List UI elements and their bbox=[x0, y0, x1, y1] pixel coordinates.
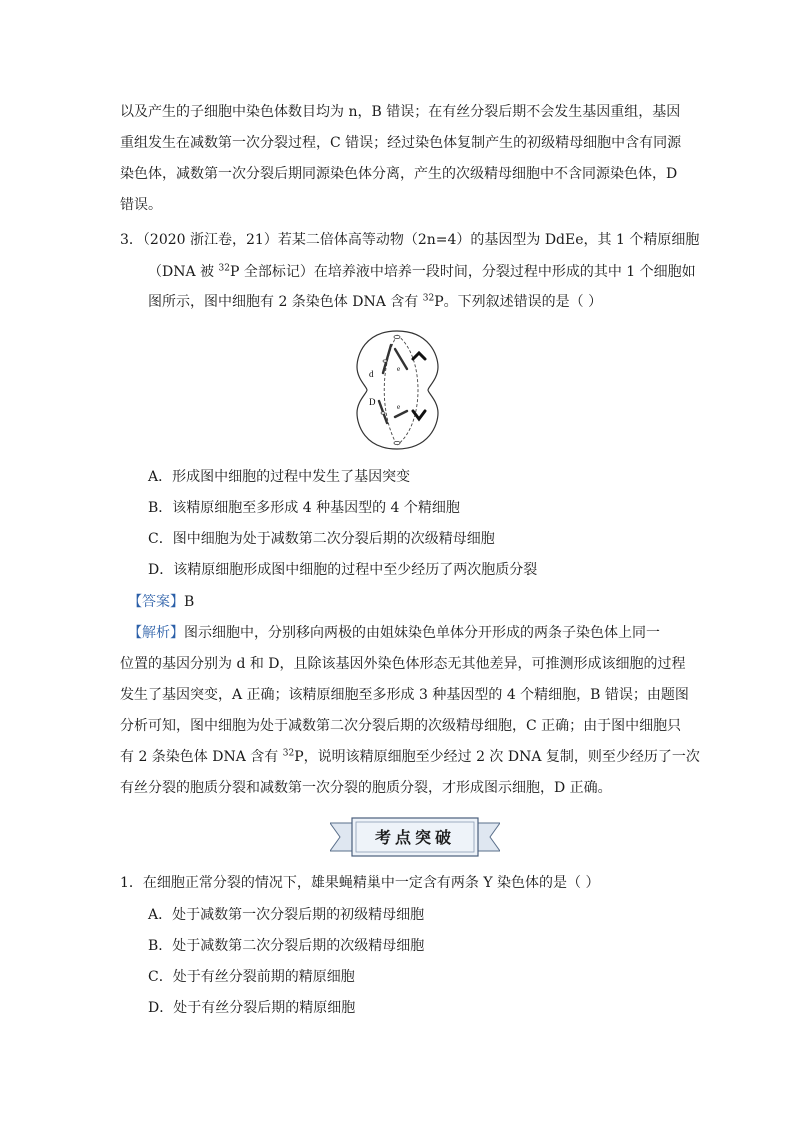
q1-option-a[interactable]: A．处于减数第一次分裂后期的初级精母细胞 bbox=[148, 907, 425, 923]
prev-analysis-line-1: 以及产生的子细胞中染色体数目均为 n，B 错误；在有丝分裂后期不会发生基因重组，基因 bbox=[120, 104, 681, 120]
q1-option-c[interactable]: C．处于有丝分裂前期的精原细胞 bbox=[148, 969, 355, 985]
option-c[interactable]: C．图中细胞为处于减数第二次分裂后期的次级精母细胞 bbox=[148, 531, 495, 547]
stem-text: （DNA 被 bbox=[148, 264, 219, 280]
answer-line bbox=[128, 592, 194, 612]
gene-label-e: e bbox=[397, 403, 401, 411]
analysis-line-3: 发生了基因突变，A 正确；该精原细胞至多形成 3 种基因型的 4 个精细胞，B 错误；由题图 bbox=[120, 687, 689, 703]
analysis-tag: 【解析】 bbox=[128, 625, 184, 641]
isotope-superscript: 32 bbox=[282, 748, 295, 759]
gene-label-d: d bbox=[369, 369, 374, 379]
centrosome bbox=[394, 441, 400, 444]
answer-tag: 【答案】 bbox=[128, 594, 184, 610]
option-b[interactable]: B．该精原细胞至多形成 4 种基因型的 4 个精细胞 bbox=[148, 500, 460, 516]
gene-label-e: e bbox=[397, 365, 401, 373]
section-banner bbox=[330, 815, 500, 859]
isotope-superscript: 32 bbox=[218, 263, 230, 274]
isotope-superscript: 32 bbox=[422, 293, 435, 304]
cell-division-diagram bbox=[355, 325, 440, 455]
analysis-line-4: 分析可知，图中细胞为处于减数第二次分裂后期的次级精母细胞，C 正确；由于图中细胞只 bbox=[120, 718, 682, 734]
analysis-text: 有 2 条染色体 DNA 含有 bbox=[120, 749, 283, 765]
analysis-text: 图示细胞中，分别移向两极的由姐妹染色单体分开形成的两条子染色体上同一 bbox=[184, 625, 660, 641]
analysis-line-5 bbox=[120, 747, 700, 767]
question-stem-text: （2020 浙江卷，21）若某二倍体高等动物（2n=4）的基因型为 DdEe，其 1 个精原细胞 bbox=[142, 232, 700, 248]
question-1-stem: 1．在细胞正常分裂的情况下，雄果蝇精巢中一定含有两条 Y 染色体的是（ ） bbox=[120, 875, 600, 891]
gene-label-D: D bbox=[369, 397, 376, 407]
question-3-stem-line-1 bbox=[120, 230, 699, 250]
question-number: 3． bbox=[120, 232, 143, 248]
analysis-line-1 bbox=[128, 623, 660, 643]
centromere bbox=[381, 412, 385, 414]
prev-analysis-line-2: 重组发生在减数第一次分裂过程，C 错误；经过染色体复制产生的初级精母细胞中含有同源 bbox=[120, 135, 682, 151]
q1-option-d[interactable]: D．处于有丝分裂后期的精原细胞 bbox=[148, 1000, 356, 1016]
banner-title: 考点突破 bbox=[374, 828, 456, 847]
analysis-line-2: 位置的基因分别为 d 和 D，且除该基因外染色体形态无其他差异，可推测形成该细胞的过程 bbox=[120, 656, 686, 672]
stem-text: 图所示，图中细胞有 2 条染色体 DNA 含有 bbox=[148, 294, 423, 310]
prev-analysis-line-3: 染色体，减数第一次分裂后期同源染色体分离，产生的次级精母细胞中不含同源染色体，D bbox=[120, 166, 678, 182]
prev-analysis-line-4: 错误。 bbox=[120, 197, 162, 213]
stem-text: P。下列叙述错误的是（ ） bbox=[434, 294, 603, 310]
centrosome bbox=[394, 335, 400, 338]
stem-text: P 全部标记）在培养液中培养一段时间，分裂过程中形成的其中 1 个细胞如 bbox=[229, 264, 696, 280]
answer-value: B bbox=[184, 594, 195, 610]
question-3-stem-line-2 bbox=[148, 262, 696, 282]
analysis-line-6: 有丝分裂的胞质分裂和减数第一次分裂的胞质分裂，才形成图示细胞，D 正确。 bbox=[120, 780, 612, 796]
option-d[interactable]: D．该精原细胞形成图中细胞的过程中至少经历了两次胞质分裂 bbox=[148, 562, 538, 578]
q1-option-b[interactable]: B．处于减数第二次分裂后期的次级精母细胞 bbox=[148, 938, 425, 954]
cell-outline bbox=[357, 331, 438, 449]
centromere bbox=[383, 360, 387, 362]
question-3-stem-line-3 bbox=[148, 292, 602, 312]
analysis-text: P，说明该精原细胞至少经过 2 次 DNA 复制，则至少经历了一次 bbox=[294, 749, 700, 765]
option-a[interactable]: A．形成图中细胞的过程中发生了基因突变 bbox=[148, 469, 411, 485]
